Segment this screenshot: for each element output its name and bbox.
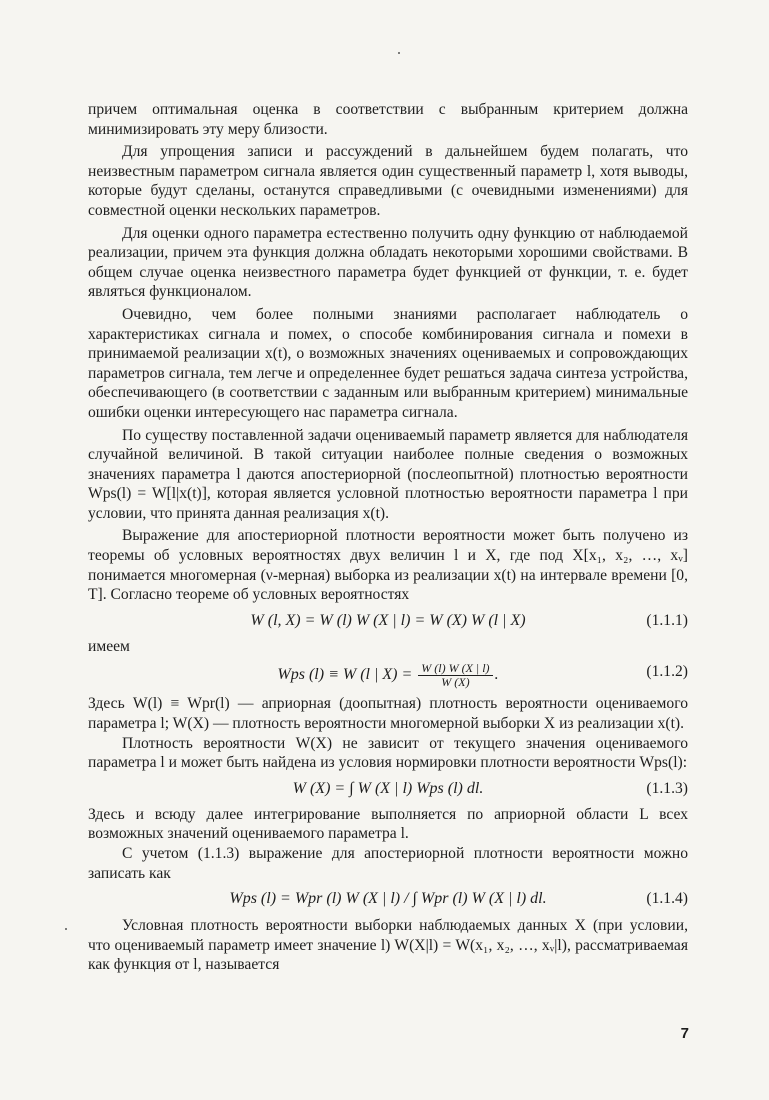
equation-number: (1.1.2) xyxy=(646,663,688,681)
equation-1-1-3 xyxy=(88,775,688,803)
page-number: 7 xyxy=(680,1025,689,1042)
equation-1-1-2 xyxy=(88,658,688,692)
paragraph-4: Очевидно, чем более полными знаниями располагает наблюдатель о характеристиках сигнала и помех, о способе комбинирования сигнала и помехи в принимаемой реализации x(t), о возможных значениях оцениваемых и сопровождающих параметров сигнала, тем легче и определеннее будет решаться задача синтеза устройства, обеспечивающего (в соответствии с заданным или выбранным критерием) минимальные ошибки оценки интересующего нас параметра сигнала. xyxy=(88,305,688,421)
equation-1-1-1 xyxy=(88,607,688,635)
paragraph-8: Здесь W(l) ≡ Wpr(l) — априорная (доопытная) плотность вероятности оцениваемого параметра l; W(X) — плотность вероятности многомерной выборки X из реализации x(t). xyxy=(88,695,688,733)
print-speck xyxy=(65,928,67,930)
paragraph-12: Условная плотность вероятности выборки наблюдаемых данных X (при условии, что оцениваемый параметр имеет значение l) W(X|l) = W(x₁, x₂, …, xᵥ|l), рассматриваемая как функция от l, называется xyxy=(88,917,688,974)
paragraph-11: С учетом (1.1.3) выражение для апостериорной плотности вероятности можно записать как xyxy=(88,845,688,882)
paragraph-9: Плотность вероятности W(X) не зависит от текущего значения оцениваемого параметра l и может быть найдена из условия нормировки плотности вероятности Wps(l): xyxy=(88,734,688,772)
paragraph-5: По существу поставленной задачи оцениваемый параметр является для наблюдателя случайной величиной. В такой ситуации наиболее полные сведения о возможных значениях параметра l даются апостериорной (послеопытной) плотностью вероятности Wps(l) = W[l|x(t)], которая является условной плотностью вероятности параметра l при условии, что принята данная реализация x(t). xyxy=(88,426,688,522)
equation-expression: Wps (l) = Wpr (l) W (X | l) / ∫ Wpr (l) W (X | l) dl. xyxy=(229,890,547,908)
paragraph-6: Выражение для апостериорной плотности вероятности может быть получено из теоремы об условных вероятностях двух величин l и X, где под X[x₁, x₂, …, xᵥ] понимается многомерная (ν-мерная) выборка из реализации x(t) на интервале времени [0, T]. Согласно теореме об условных вероятностях xyxy=(88,527,688,604)
paragraph-1: причем оптимальная оценка в соответствии с выбранным критерием должна минимизировать эту меру близости. xyxy=(88,101,688,138)
paragraph-10: Здесь и всюду далее интегрирование выполняется по априорной области L всех возможных значений оцениваемого параметра l. xyxy=(88,805,688,843)
fraction-denominator: W (X) xyxy=(441,675,470,690)
print-speck xyxy=(398,52,400,54)
equation-fraction xyxy=(418,662,492,689)
paragraph-2: Для упрощения записи и рассуждений в дальнейшем будем полагать, что неизвестным параметром сигнала является один существенный параметр l, хотя выводы, которые будут сделаны, останутся справедливыми (с очевидными изменениями) для совместной оценки нескольких параметров. xyxy=(88,143,688,219)
equation-expression: W (X) = ∫ W (X | l) Wps (l) dl. xyxy=(292,779,484,797)
equation-expression: W (l, X) = W (l) W (X | l) = W (X) W (l | X) xyxy=(250,611,526,629)
equation-number: (1.1.4) xyxy=(646,890,688,908)
equation-number: (1.1.1) xyxy=(646,611,688,629)
paragraph-7: имеем xyxy=(88,637,130,655)
paragraph-3: Для оценки одного параметра естественно получить одну функцию от наблюдаемой реализации, причем эта функция должна обладать некоторыми хорошими свойствами. В общем случае оценка неизвестного параметра будет функцией от функции, т. е. будет являться функционалом. xyxy=(88,224,688,301)
fraction-numerator: W (l) W (X | l) xyxy=(418,662,492,676)
equation-number: (1.1.3) xyxy=(646,779,688,797)
equation-expression: Wps (l) ≡ W (l | X) = $\frac{W (l) W (X | l)}{W (X)}$ . xyxy=(277,661,499,690)
equation-lhs: Wps (l) ≡ W (l | X) = xyxy=(277,666,413,684)
page-body xyxy=(88,100,688,975)
equation-1-1-4 xyxy=(88,885,688,913)
